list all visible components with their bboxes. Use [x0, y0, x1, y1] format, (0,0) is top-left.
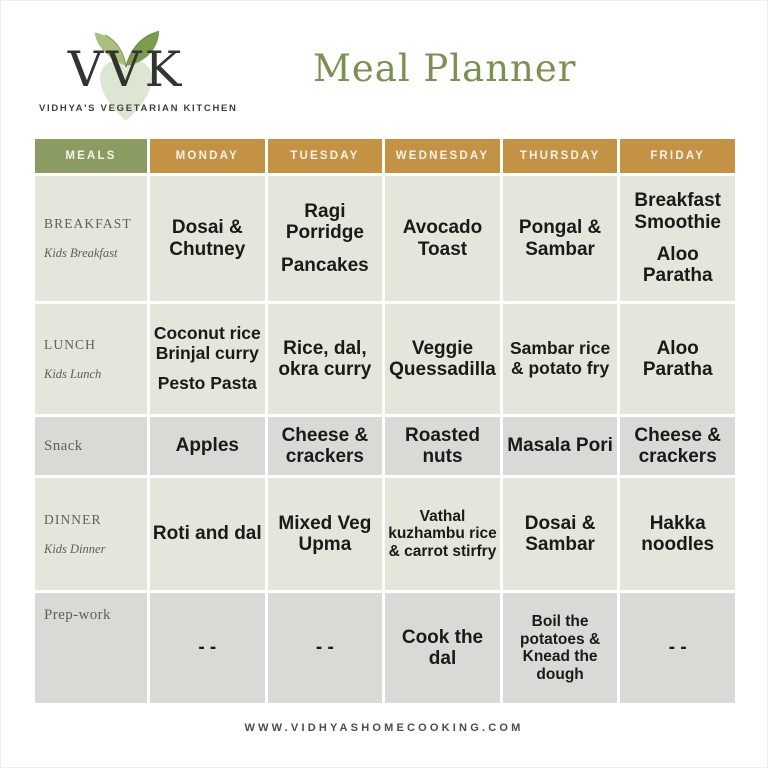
dish-text: Ragi Porridge — [285, 200, 364, 244]
header-friday: FRIDAY — [620, 139, 735, 173]
breakfast-thursday-cell — [503, 176, 618, 301]
meal-name: LUNCH — [44, 336, 96, 352]
dish-text: Dosai & Sambar — [524, 512, 596, 555]
dinner-thursday-cell — [503, 478, 618, 590]
row-label-prep-work — [35, 593, 147, 703]
dish-text: Aloo Paratha — [642, 337, 713, 380]
lunch-thursday-cell — [503, 304, 618, 414]
header-monday: MONDAY — [150, 139, 265, 173]
meal-subname: Kids Lunch — [44, 366, 102, 381]
dish-text: Masala Pori — [507, 435, 613, 457]
header-tuesday: TUESDAY — [268, 139, 383, 173]
row-label-snack — [35, 417, 147, 475]
snack-thursday-cell — [503, 417, 618, 475]
dish-text: - - — [198, 637, 217, 659]
dish-text: Avocado Toast — [402, 217, 483, 260]
site-footer-url: WWW.VIDHYASHOMECOOKING.COM — [244, 722, 524, 734]
dish-text: Cheese & crackers — [281, 424, 369, 467]
dish-text: Apples — [175, 435, 239, 457]
dish-text: Roasted nuts — [405, 424, 480, 467]
dish-text: Veggie Quessadilla — [389, 337, 496, 380]
meal-subname: Kids Breakfast — [44, 246, 118, 260]
meal-table — [35, 139, 735, 703]
snack-friday-cell — [620, 417, 735, 475]
dish-text: Aloo Paratha — [642, 244, 713, 287]
lunch-wednesday-cell — [385, 304, 500, 414]
snack-tuesday-cell — [268, 417, 383, 475]
breakfast-wednesday-cell — [385, 176, 500, 301]
dish-text: Cheese & crackers — [634, 424, 721, 467]
header-thursday: THURSDAY — [503, 139, 618, 173]
header-meals: MEALS — [35, 139, 147, 173]
dish-text: Pesto Pasta — [157, 373, 257, 394]
prep-work-tuesday-cell — [268, 593, 383, 703]
dish-text: Roti and dal — [152, 523, 262, 545]
dish-text: Pongal & Sambar — [518, 217, 602, 260]
dish-text: Pancakes — [281, 254, 369, 276]
lunch-friday-cell — [620, 304, 735, 414]
dish-text: - - — [668, 637, 687, 659]
brand-tagline: VIDHYA'S VEGETARIAN KITCHEN — [39, 103, 238, 114]
dish-text: Boil the potatoes & Knead the dough — [520, 613, 601, 683]
prep-work-wednesday-cell — [385, 593, 500, 703]
breakfast-friday-cell — [620, 176, 735, 301]
dish-text: - - — [315, 637, 334, 659]
snack-wednesday-cell — [385, 417, 500, 475]
lunch-tuesday-cell — [268, 304, 383, 414]
prep-work-thursday-cell — [503, 593, 618, 703]
dish-text: Dosai & Chutney — [169, 217, 246, 260]
meal-name: DINNER — [44, 511, 102, 527]
dinner-wednesday-cell — [385, 478, 500, 590]
dinner-monday-cell — [150, 478, 265, 590]
meal-name: Snack — [44, 437, 83, 454]
dish-text: Vathal kuzhambu rice & carrot stirfry — [388, 507, 497, 560]
breakfast-monday-cell — [150, 176, 265, 301]
breakfast-tuesday-cell — [268, 176, 383, 301]
dish-text: Sambar rice & potato fry — [509, 338, 611, 378]
header-wednesday: WEDNESDAY — [385, 139, 500, 173]
meal-name: BREAKFAST — [44, 216, 132, 231]
lunch-monday-cell — [150, 304, 265, 414]
row-label-breakfast — [35, 176, 147, 301]
dish-text: Cook the dal — [401, 626, 484, 669]
prep-work-friday-cell — [620, 593, 735, 703]
dish-text: Mixed Veg Upma — [278, 512, 372, 555]
snack-monday-cell — [150, 417, 265, 475]
logo-text: VVK — [67, 41, 185, 98]
dish-text: Breakfast Smoothie — [634, 190, 721, 233]
row-label-lunch — [35, 304, 147, 414]
dish-text: Coconut rice Brinjal curry — [153, 322, 261, 363]
meal-subname: Kids Dinner — [44, 541, 106, 556]
dish-text: Rice, dal, okra curry — [278, 337, 372, 380]
dish-text: Hakka noodles — [641, 512, 715, 555]
dinner-tuesday-cell — [268, 478, 383, 590]
dinner-friday-cell — [620, 478, 735, 590]
row-label-dinner — [35, 478, 147, 590]
brand-logo — [39, 23, 238, 114]
page-title: Meal Planner — [313, 47, 577, 90]
meal-name: Prep-work — [44, 607, 111, 623]
prep-work-monday-cell — [150, 593, 265, 703]
